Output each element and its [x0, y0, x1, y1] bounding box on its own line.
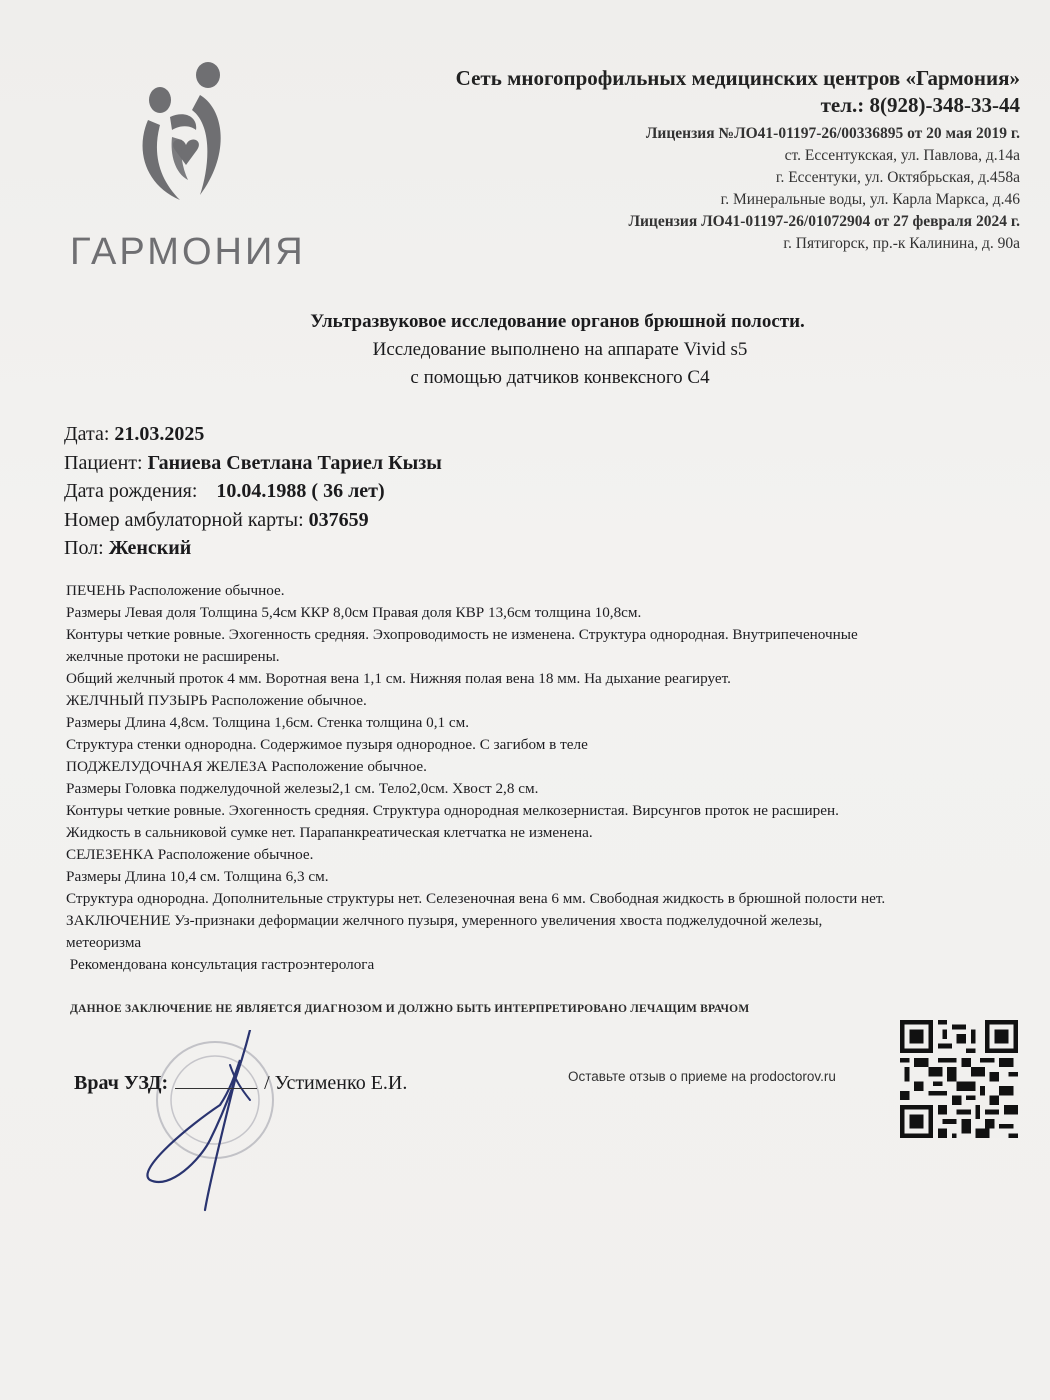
sex-row — [64, 534, 442, 563]
report-line: ЗАКЛЮЧЕНИЕ Уз-признаки деформации желчного пузыря, умеренного увеличения хвоста поджелудочной железы, — [66, 912, 823, 929]
address-1: ст. Ессентукская, ул. Павлова, д.14а — [784, 147, 1020, 164]
exam-date-row — [64, 420, 442, 449]
birth-date-row — [64, 477, 442, 506]
report-line: Размеры Длина 4,8см. Толщина 1,6см. Стенка толщина 0,1 см. — [66, 714, 470, 731]
report-line: Структура стенки однородна. Содержимое пузыря однородное. С загибом в теле — [66, 736, 588, 753]
card-number-value: 037659 — [308, 508, 369, 531]
exam-date-value: 21.03.2025 — [114, 423, 205, 445]
birth-date-value: 10.04.1988 ( 36 лет) — [216, 480, 385, 502]
address-2: г. Ессентуки, ул. Октябрьская, д.458а — [775, 169, 1020, 186]
report-line: Размеры Длина 10,4 см. Толщина 6,3 см. — [66, 868, 329, 885]
report-line: СЕЛЕЗЕНКА Расположение обычное. — [66, 846, 314, 863]
address-4: г. Пятигорск, пр.-к Калинина, д. 90а — [783, 235, 1020, 252]
harmonia-logo — [60, 55, 330, 275]
patient-name-value: Ганиева Светлана Тариел Кызы — [147, 451, 442, 474]
report-line: Жидкость в сальниковой сумке нет. Парапанкреатическая клетчатка не изменена. — [66, 824, 593, 841]
report-title — [0, 308, 1050, 392]
report-line: Контуры четкие ровные. Эхогенность средняя. Структура однородная мелкозернистая. Вирсунгов проток не расширен. — [66, 802, 839, 819]
phone-number: тел.: 8(928)-348-33-44 — [820, 93, 1020, 117]
exam-date-label: Дата: — [64, 423, 110, 445]
harmonia-logo-icon — [130, 55, 250, 205]
doctor-signature-line — [74, 1072, 407, 1095]
doctor-name: / Устименко Е.И. — [264, 1072, 408, 1094]
logo-wordmark: ГАРМОНИЯ — [70, 231, 306, 273]
patient-name-row — [64, 449, 442, 478]
signature-stamp-icon — [130, 1030, 300, 1230]
report-body — [66, 580, 1050, 976]
qr-code-icon[interactable] — [900, 1020, 1018, 1138]
report-line: Размеры Левая доля Толщина 5,4см ККР 8,0см Правая доля КВР 13,6см толщина 10,8см. — [66, 604, 642, 621]
license-2: Лицензия ЛО41-01197-26/01072904 от 27 февраля 2024 г. — [628, 213, 1020, 230]
title-line-1: Ультразвуковое исследование органов брюшной полости. — [310, 311, 805, 332]
report-line: метеоризма — [66, 934, 142, 951]
card-number-label: Номер амбулаторной карты: — [64, 508, 304, 531]
report-line: ПОДЖЕЛУДОЧНАЯ ЖЕЛЕЗА Расположение обычное. — [66, 758, 427, 775]
disclaimer: ДАННОЕ ЗАКЛЮЧЕНИЕ НЕ ЯВЛЯЕТСЯ ДИАГНОЗОМ И ДОЛЖНО БЫТЬ ИНТЕРПРЕТИРОВАНО ЛЕЧАЩИМ ВРАЧОМ — [70, 1003, 750, 1015]
title-line-2: Исследование выполнено на аппарате Vivid s5 — [372, 339, 748, 360]
card-number-row — [64, 506, 442, 535]
report-line: Структура однородна. Дополнительные структуры нет. Селезеночная вена 6 мм. Свободная жидкость в брюшной полости нет. — [66, 890, 886, 907]
report-line: ЖЕЛЧНЫЙ ПУЗЫРЬ Расположение обычное. — [66, 692, 367, 709]
sex-label: Пол: — [64, 537, 104, 559]
address-3: г. Минеральные воды, ул. Карла Маркса, д.46 — [720, 191, 1020, 208]
network-name: Сеть многопрофильных медицинских центров «Гармония» — [455, 66, 1020, 90]
sex-value: Женский — [108, 537, 192, 559]
signature-underline — [175, 1074, 257, 1089]
patient-info — [64, 420, 442, 563]
clinic-header — [456, 65, 1020, 255]
report-line: Размеры Головка поджелудочной железы2,1 см. Тело2,0см. Хвост 2,8 см. — [66, 780, 539, 797]
doctor-label: Врач УЗД: — [74, 1072, 169, 1094]
title-line-3: с помощью датчиков конвексного С4 — [410, 367, 710, 388]
report-line: ПЕЧЕНЬ Расположение обычное. — [66, 582, 285, 599]
report-line: Контуры четкие ровные. Эхогенность средняя. Эхопроводимость не изменена. Структура однородная. Внутрипеченочные — [66, 626, 858, 643]
birth-date-label: Дата рождения: — [64, 480, 198, 502]
report-line: Общий желчный проток 4 мм. Воротная вена 1,1 см. Нижняя полая вена 18 мм. На дыхание реагирует. — [66, 670, 731, 687]
report-line: Рекомендована консультация гастроэнтеролога — [66, 956, 375, 973]
patient-name-label: Пациент: — [64, 451, 143, 474]
review-invitation: Оставьте отзыв о приеме на prodoctorov.ru — [568, 1069, 836, 1084]
license-1: Лицензия №ЛО41-01197-26/00336895 от 20 мая 2019 г. — [645, 125, 1020, 142]
report-line: желчные протоки не расширены. — [66, 648, 280, 665]
